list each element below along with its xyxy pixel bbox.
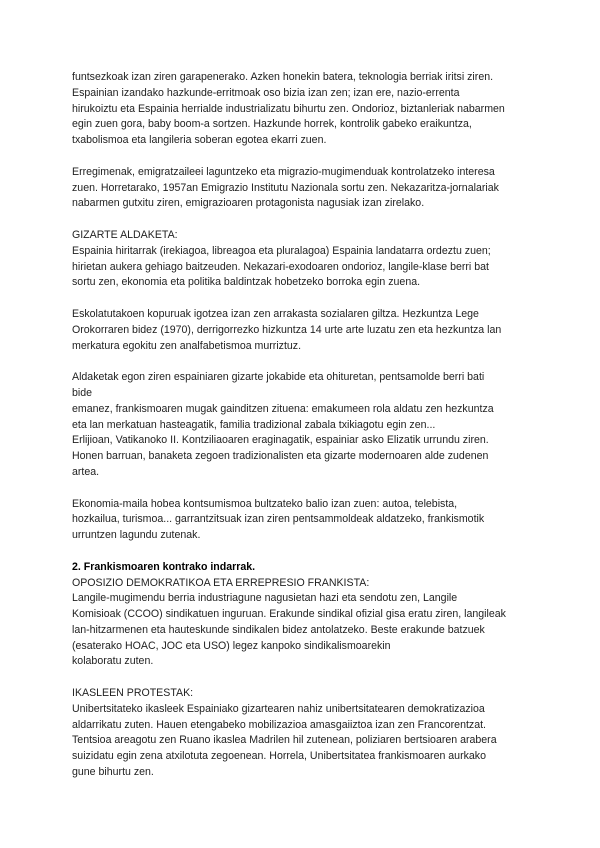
text-line: Aldaketak egon ziren espainiaren gizarte jokabide eta ohituretan, pentsamolde berri bati (72, 371, 485, 384)
text-line: eta lan merkatuan hasteagatik, familia tradizional zabala txikiagotu egin zen... (72, 418, 436, 431)
section-social-change (72, 228, 540, 291)
text-line: txabolismoa eta langileria soberan egotea ekarri zuen. (72, 134, 327, 147)
text-line: Espainian izandako hazkunde-erritmoak oso bizia izan zen; izan ere, nazio-errenta (72, 86, 460, 99)
text-line: Honen barruan, banaketa zegoen tradizionalisten eta gizarte modernoaren alde zudenen (72, 450, 489, 463)
text-line: Erlijioan, Vatikanoko II. Kontziliaoaren eraginagatik, espainiar asko Elizatik urrundu ziren. (72, 434, 489, 447)
text-line: hozkailua, turismoa... garrantzitsuak izan ziren pentsammoldeak aldatzeko, frankismotik (72, 513, 485, 526)
text-line: gune bihurtu zen. (72, 766, 154, 779)
text-line: Komisioak (CCOO) sindikatuen inguruan. Erakunde sindikal ofizial gisa eratu ziren, langileak (72, 608, 506, 621)
text-line: urruntzen lagundu zutenak. (72, 529, 201, 542)
text-line: funtsezkoak izan ziren garapenerako. Azken honekin batera, teknologia berriak iritsi ziren. (72, 71, 494, 83)
text-line: zuen. Horretarako, 1957an Emigrazio Institutu Nazionala sortu zen. Nekazaritza-jornalariak (72, 181, 499, 194)
text-line: sortu zen, ekonomia eta politika baldintzak hobetzeko borroka egin zuena. (72, 276, 421, 289)
section-heading: OPOSIZIO DEMOKRATIKOA ETA ERREPRESIO FRANKISTA: (72, 576, 370, 589)
paragraph-development (72, 70, 540, 149)
text-line: Eskolatutakoen kopuruak igotzea izan zen arrakasta sozialaren giltza. Hezkuntza Lege (72, 307, 479, 320)
text-line: egin zuen gora, baby boom-a sortzen. Hazkunde horrek, kontrolik gabeko eraikuntza, (72, 118, 472, 131)
text-line: artea. (72, 465, 100, 478)
text-line: Espainia hiritarrak (irekiagoa, libreagoa eta pluralagoa) Espainia landatarra ordeztu zuen; (72, 244, 491, 257)
paragraph-consumerism (72, 497, 540, 544)
text-line: merkatura egokitu zen analfabetismoa murriztuz. (72, 339, 302, 352)
text-line: bide (72, 386, 93, 399)
paragraph-customs (72, 370, 540, 481)
text-line: Orokorraren bidez (1970), derrigorrezko hizkuntza 14 urte arte luzatu zen eta hezkuntza lan (72, 323, 502, 336)
text-line: Erregimenak, emigratzaileei laguntzeko eta migrazio-mugimenduak kontrolatzeko interesa (72, 165, 495, 178)
text-line: Ekonomia-maila hobea kontsumismoa bultzateko balio izan zuen: autoa, telebista, (72, 497, 458, 510)
section-opposition (72, 560, 540, 671)
text-line: emanez, frankismoaren mugak gainditzen zituena: emakumeen rola aldatu zen hezkuntza (72, 402, 494, 415)
section-heading: IKASLEEN PROTESTAK: (72, 687, 194, 700)
section-title: 2. Frankismoaren kontrako indarrak. (72, 560, 256, 573)
section-student-protests (72, 686, 540, 781)
paragraph-emigration (72, 165, 540, 212)
text-line: Langile-mugimendu berria industriagune nagusietan hazi eta sendotu zen, Langile (72, 592, 458, 605)
paragraph-education (72, 307, 540, 354)
text-line: aldarrikatu zuten. Hauen etengabeko mobilizazioa amasgaiiztoa izan zen Francorentzat. (72, 718, 486, 731)
text-line: nabarmen gutxitu ziren, emigrazioaren protagonista nagusiak izan zirelako. (72, 197, 425, 210)
text-line: kolaboratu zuten. (72, 655, 154, 668)
section-heading: GIZARTE ALDAKETA: (72, 228, 178, 241)
text-line: hirukoiztu eta Espainia herrialde industrializatu bihurtu zen. Ondorioz, biztanleriak nabarmen (72, 102, 505, 115)
text-line: Tentsioa areagotu zen Ruano ikaslea Madrilen hil zutenean, poliziaren bertsioaren arabera (72, 734, 497, 747)
text-line: suizidatu egin zena atxilotuta zegoenean. Horrela, Unibertsitatea frankismoaren aurkako (72, 750, 486, 763)
text-line: Unibertsitateko ikasleek Espainiako gizartearen nahiz unibertsitatearen demokratizazioa (72, 702, 485, 715)
text-line: lan-hitzarmenen eta hauteskunde sindikalen bidez antolatzeko. Beste erakunde batzuek (72, 623, 485, 636)
text-line: hirietan aukera gehiago baitzeuden. Nekazari-exodoaren ondorioz, langile-klase berri bat (72, 260, 489, 273)
text-line: (esaterako HOAC, JOC eta USO) legez kanpoko sindikalismoarekin (72, 639, 391, 652)
